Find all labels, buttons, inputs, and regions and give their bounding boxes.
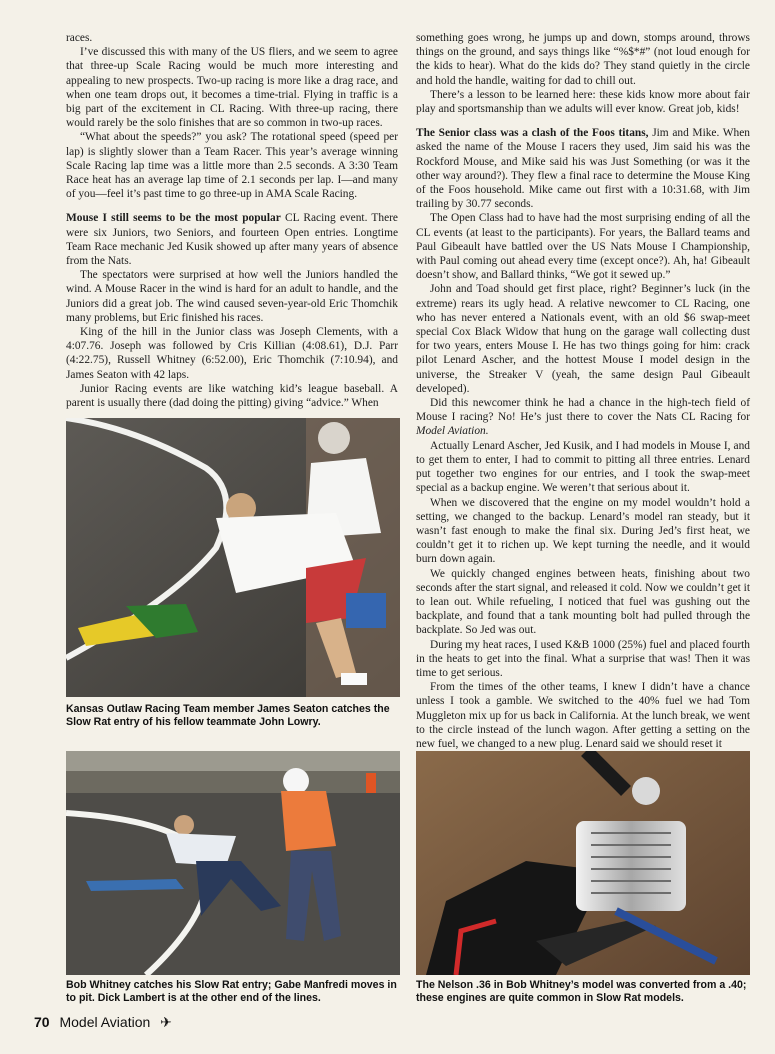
article-paragraph — [416, 126, 750, 211]
section-lead-in: The Senior class was a clash of the Foos titans, — [416, 127, 649, 140]
article-paragraph — [66, 45, 398, 130]
page-footer — [34, 1014, 172, 1031]
paragraph-text: When we discovered that the engine on my model wouldn’t hold a setting, we changed to the backup. Lenard’s model ran steady, but it wasn’t fast enough to make the final six. During Jed’s first heat, we couldn’t get it to richen up. We kept turning the needle, and it would burn down again. — [416, 496, 750, 566]
article-paragraph — [66, 31, 398, 45]
caption-photo2: Bob Whitney catches his Slow Rat entry; Gabe Manfredi moves in to pit. Dick Lambert is at the other end of the lines. — [66, 979, 397, 1005]
paragraph-text: During my heat races, I used K&B 1000 (25%) fuel and placed fourth in the heats to get into the final. What a surprise that was! Then it was time to get serious. — [416, 638, 750, 679]
paragraph-text: I’ve discussed this with many of the US fliers, and we seem to agree that three-up Scale Racing would be much more interesting and appealing to new prospects. Two-up racing is more like a drag race, and when one team drops out, it becomes a time-trial. Flying in traffic is a big part of the excitement in CL Racing. With three-up racing, there would rarely be the solo finishes that are so common in two-up races. — [66, 46, 398, 130]
publication-name: Model Aviation — [59, 1014, 151, 1030]
article-paragraph — [416, 282, 750, 396]
airplane-icon: ✈ — [160, 1014, 172, 1030]
article-paragraph — [416, 396, 750, 439]
italic-title: Model Aviation. — [416, 425, 489, 438]
photo-seaton-catch — [66, 418, 400, 697]
paragraph-text: The Open Class had to have had the most surprising ending of all the CL events (at least to the participants). For years, the Ballard teams and Paul Gibeault have battled over the US Nats Mouse I Championship, with Paul coming out ahead every time (except once?). Ah, ha! Gibeault doesn’t show, and Ballard thinks, “We got it sewed up.” — [416, 212, 750, 282]
paragraph-text: King of the hill in the Junior class was Joseph Clements, with a 4:07.76. Joseph was followed by Cris Killian (4:08.61), D.J. Parr (4:22.75), Russell Whitney (6:52.00), Eric Thomchik (7:10.94), and James Seaton with 42 laps. — [66, 326, 398, 381]
article-paragraph — [416, 88, 750, 116]
paragraph-text: There’s a lesson to be learned here: these kids know more about fair play and sportsmanship than we adults will ever know. Great job, kids! — [416, 88, 750, 116]
paragraph-text: Jim and Mike. When asked the name of the Mouse I racers they used, Jim said his was the Rockford Mouse, and Mike said his was Just Something (or was it the other way around?). They flew a final race to determine the Mouse King of the Foos household. Mike came out first with a 10:31.68, with Jim trailing by 30.77 seconds. — [416, 127, 750, 211]
article-paragraph — [66, 130, 398, 201]
article-paragraph — [66, 268, 398, 325]
article-paragraph — [416, 638, 750, 681]
section-lead-in: Mouse I still seems to be the most popular — [66, 212, 281, 225]
paragraph-text: John and Toad should get first place, right? Beginner’s luck (in the extreme) rears its ugly head. A relative newcomer to CL Racing, one who has never entered a Nationals event, with an old $6 swap-meet special Cox Black Widow that hung on the garage wall collecting dust for two years, enters Mouse I. He has two things going for him: crack pilot Lenard Ascher, and the hottest Mouse I model design in the universe, the Streaker V (yeah, the same design Paul Gibeault developed). — [416, 283, 750, 395]
paragraph-text: Junior Racing events are like watching kid’s league baseball. A parent is usually there (dad doing the pitting) giving “advice.” When — [66, 382, 398, 410]
article-paragraph — [66, 211, 398, 268]
paragraph-text: something goes wrong, he jumps up and down, stomps around, throws things on the ground, and says things like “%$*#” (not loud enough for the kids to hear). What do the kids do? They stand quietly in the circle and hold the handle, waiting for dad to chill out. — [416, 32, 750, 87]
paragraph-text: “What about the speeds?” you ask? The rotational speed (speed per lap) is slightly slower than a Team Racer. This year’s average winning Scale Racing lap time was a little more than 2.5 seconds. A 3:30 Team Race heat has an average lap time of 2.1 seconds per lap. I—and many of you—feel it’s past time to go three-up in AMA Scale Racing. — [66, 131, 398, 201]
caption-photo3: The Nelson .36 in Bob Whitney’s model was converted from a .40; these engines are quite common in Slow Rat models. — [416, 979, 747, 1005]
photo-nelson-engine — [416, 751, 750, 975]
article-paragraph — [416, 439, 750, 496]
article-paragraph — [416, 567, 750, 638]
article-paragraph — [66, 382, 398, 410]
paragraph-text: The spectators were surprised at how well the Juniors handled the wind. A Mouse Racer in the wind is hard for an adult to handle, and the Juniors did a great job. The wind caused seven-year-old Eric Thomchik many problems, but Eric finished his races. — [66, 269, 398, 324]
paragraph-text: CL Racing event. There were six Juniors, two Seniors, and fourteen Open entries. Longtime Team Race mechanic Jed Kusik showed up after many years of absence from the Nats. — [66, 212, 398, 268]
article-paragraph — [66, 325, 398, 382]
article-paragraph — [416, 496, 750, 567]
left-column-text — [66, 31, 398, 410]
paragraph-text: From the times of the other teams, I knew I didn’t have a chance unless I took a gamble. We switched to the 40% fuel we had Tom Muggleton mix up for us back in California. At the lunch break, we went to the circle instead of the lunch wagon. After getting a setting on the new fuel, we changed to a new plug. Lenard said we should reset it — [416, 681, 750, 750]
article-paragraph — [416, 211, 750, 282]
photo-whitney-catch — [66, 751, 400, 975]
caption-photo1: Kansas Outlaw Racing Team member James Seaton catches the Slow Rat entry of his fellow teammate John Lowry. — [66, 703, 390, 729]
right-column-text — [416, 31, 750, 751]
article-paragraph — [416, 680, 750, 751]
page-number: 70 — [34, 1014, 50, 1030]
paragraph-text: Did this newcomer think he had a chance in the high-tech field of Mouse I racing? No! He’s just there to cover the Nats CL Racing for — [416, 397, 750, 424]
paragraph-text: We quickly changed engines between heats, finishing about two seconds after the start signal, and released it cold. Now we couldn’t get it to lean out. While refueling, I noticed that fuel was gushing out the backplate, and found that a tank mounting bolt had pulled through the backplate. So Jed was out. — [416, 567, 750, 637]
article-paragraph — [416, 31, 750, 88]
paragraph-text: Actually Lenard Ascher, Jed Kusik, and I had models in Mouse I, and to get them to enter, I had to commit to pitting all three entries. Lenard put together two engines for our entries, and I took the swap-meet special as a backup engine. We weren’t that serious about it. — [416, 439, 750, 495]
paragraph-text: races. — [66, 32, 93, 44]
